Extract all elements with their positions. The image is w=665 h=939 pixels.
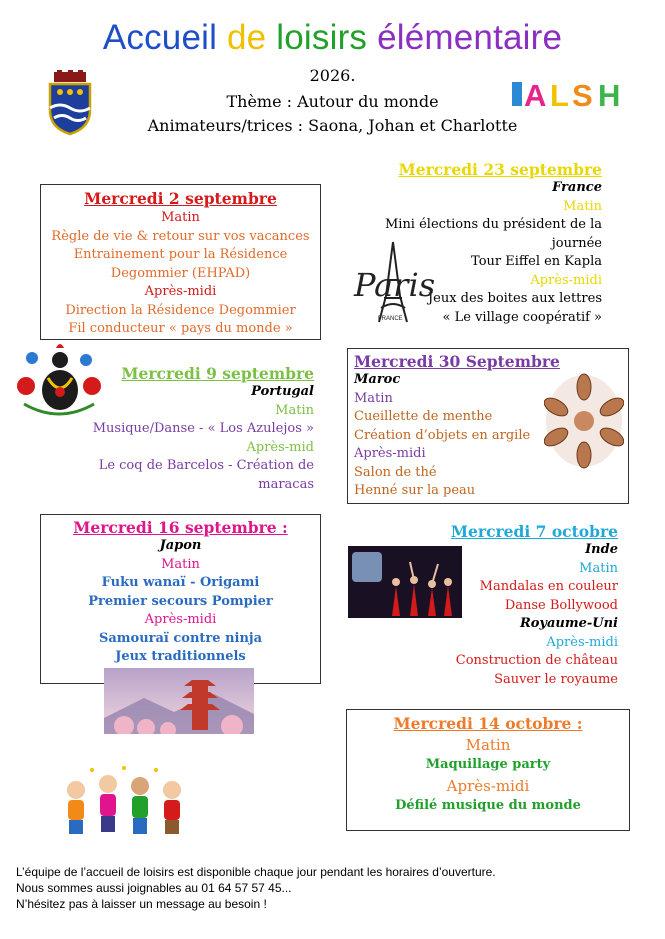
- activity: Cueillette de menthe: [354, 409, 493, 424]
- apres-midi-label: Après-midi: [446, 776, 530, 795]
- title-word: loisirs: [276, 18, 368, 57]
- matin-label: Matin: [579, 560, 618, 576]
- activity: maracas: [258, 476, 314, 492]
- footer-line: N’hésitez pas à laisser un message au besoin !: [16, 897, 267, 911]
- card-title: Mercredi 9 septembre: [121, 364, 314, 383]
- animators: Animateurs/trices : Saona, Johan et Charlotte: [147, 116, 518, 135]
- apres-midi-label: Après-midi: [354, 446, 426, 461]
- card-title: Mercredi 16 septembre :: [73, 518, 288, 537]
- card-sep16: [40, 514, 321, 684]
- title-word: de: [227, 18, 267, 57]
- card-oct14: [346, 709, 630, 831]
- footer: [16, 864, 496, 912]
- card-title: Mercredi 2 septembre: [84, 189, 277, 208]
- svg-text:H: H: [598, 78, 621, 110]
- crest-icon: [44, 70, 96, 136]
- activity: Maquillage party: [425, 757, 551, 772]
- apres-midi-label: Après-midi: [144, 612, 217, 627]
- activity: Mini élections du président de la: [384, 217, 602, 232]
- matin-label: Matin: [465, 736, 511, 754]
- country: Portugal: [251, 384, 314, 399]
- activity: Sauver le royaume: [494, 671, 618, 687]
- activity: Degommier (EHPAD): [110, 265, 251, 281]
- activity: Premier secours Pompier: [88, 593, 273, 609]
- activity: Musique/Danse - « Los Azulejos »: [92, 421, 314, 436]
- activity: Samouraï contre ninja: [98, 630, 263, 646]
- card-sep2: [40, 184, 321, 340]
- apres-midi-label: Après-midi: [144, 284, 217, 299]
- apres-midi-label: Après-midi: [546, 634, 618, 650]
- card-sep30: [347, 348, 629, 504]
- activity: Entrainement pour la Résidence: [73, 247, 288, 262]
- svg-text:S: S: [572, 78, 593, 110]
- apres-midi-label: Après-mid: [246, 439, 314, 455]
- paris-sub: FRANCE: [378, 316, 403, 322]
- activity: Direction la Résidence Degommier: [65, 302, 296, 318]
- page-title: [0, 18, 665, 58]
- activity: Le coq de Barcelos - Création de: [98, 458, 314, 473]
- matin-label: Matin: [563, 198, 602, 214]
- activity: Défilé musique du monde: [395, 797, 581, 813]
- country: Japon: [159, 538, 202, 553]
- activity: Danse Bollywood: [504, 597, 618, 613]
- title-word: Accueil: [102, 18, 218, 57]
- card-title: Mercredi 23 septembre: [398, 160, 602, 179]
- svg-text:L: L: [550, 78, 569, 110]
- country: Royaume-Uni: [519, 616, 618, 631]
- apres-midi-label: Après-midi: [530, 272, 602, 288]
- activity: Création d’objets en argile: [354, 427, 531, 443]
- activity: Mandalas en couleur: [479, 579, 618, 594]
- activity: Fuku wanaï - Origami: [101, 575, 260, 590]
- bollywood-dancers-image: [348, 546, 462, 618]
- japan-pagoda-image: [104, 668, 254, 734]
- activity: Salon de thé: [354, 464, 437, 480]
- activity: journée: [551, 235, 602, 251]
- activity: « Le village coopératif »: [442, 309, 602, 325]
- card-title: Mercredi 30 Septembre: [354, 352, 560, 371]
- paris-eiffel-icon: [346, 236, 440, 326]
- theme: Thème : Autour du monde: [226, 92, 439, 111]
- card-title: Mercredi 14 octobre :: [393, 714, 583, 733]
- paris-word: Paris: [354, 266, 436, 304]
- activity: Fil conducteur « pays du monde »: [68, 321, 293, 336]
- activity: Jeux traditionnels: [115, 649, 246, 664]
- activity: Règle de vie & retour sur vos vacances: [51, 228, 310, 244]
- activity: Tour Eiffel en Kapla: [471, 254, 602, 269]
- footer-line: Nous sommes aussi joignables au 01 64 57 57 45...: [16, 881, 292, 895]
- svg-text:A: A: [524, 78, 547, 110]
- year: 2026.: [309, 66, 356, 85]
- henna-hands-image: [544, 373, 624, 469]
- matin-label: Matin: [161, 210, 200, 225]
- matin-label: Matin: [161, 556, 200, 572]
- matin-label: Matin: [354, 390, 393, 406]
- card-title: Mercredi 7 octobre: [450, 522, 618, 541]
- activity: Jeux des boites aux lettres: [427, 291, 602, 306]
- country: France: [552, 180, 602, 195]
- matin-label: Matin: [275, 402, 314, 418]
- title-word: élémentaire: [377, 18, 563, 57]
- card-sep9: [80, 364, 314, 494]
- activity: Henné sur la peau: [354, 483, 476, 498]
- country: Maroc: [354, 372, 401, 387]
- footer-line: L’équipe de l’accueil de loisirs est disponible chaque jour pendant les horaires d’ouverture.: [16, 865, 496, 879]
- kids-illustration: [58, 764, 194, 840]
- alsh-logo: [512, 76, 634, 110]
- country: Inde: [585, 542, 618, 557]
- activity: Construction de château: [455, 653, 618, 668]
